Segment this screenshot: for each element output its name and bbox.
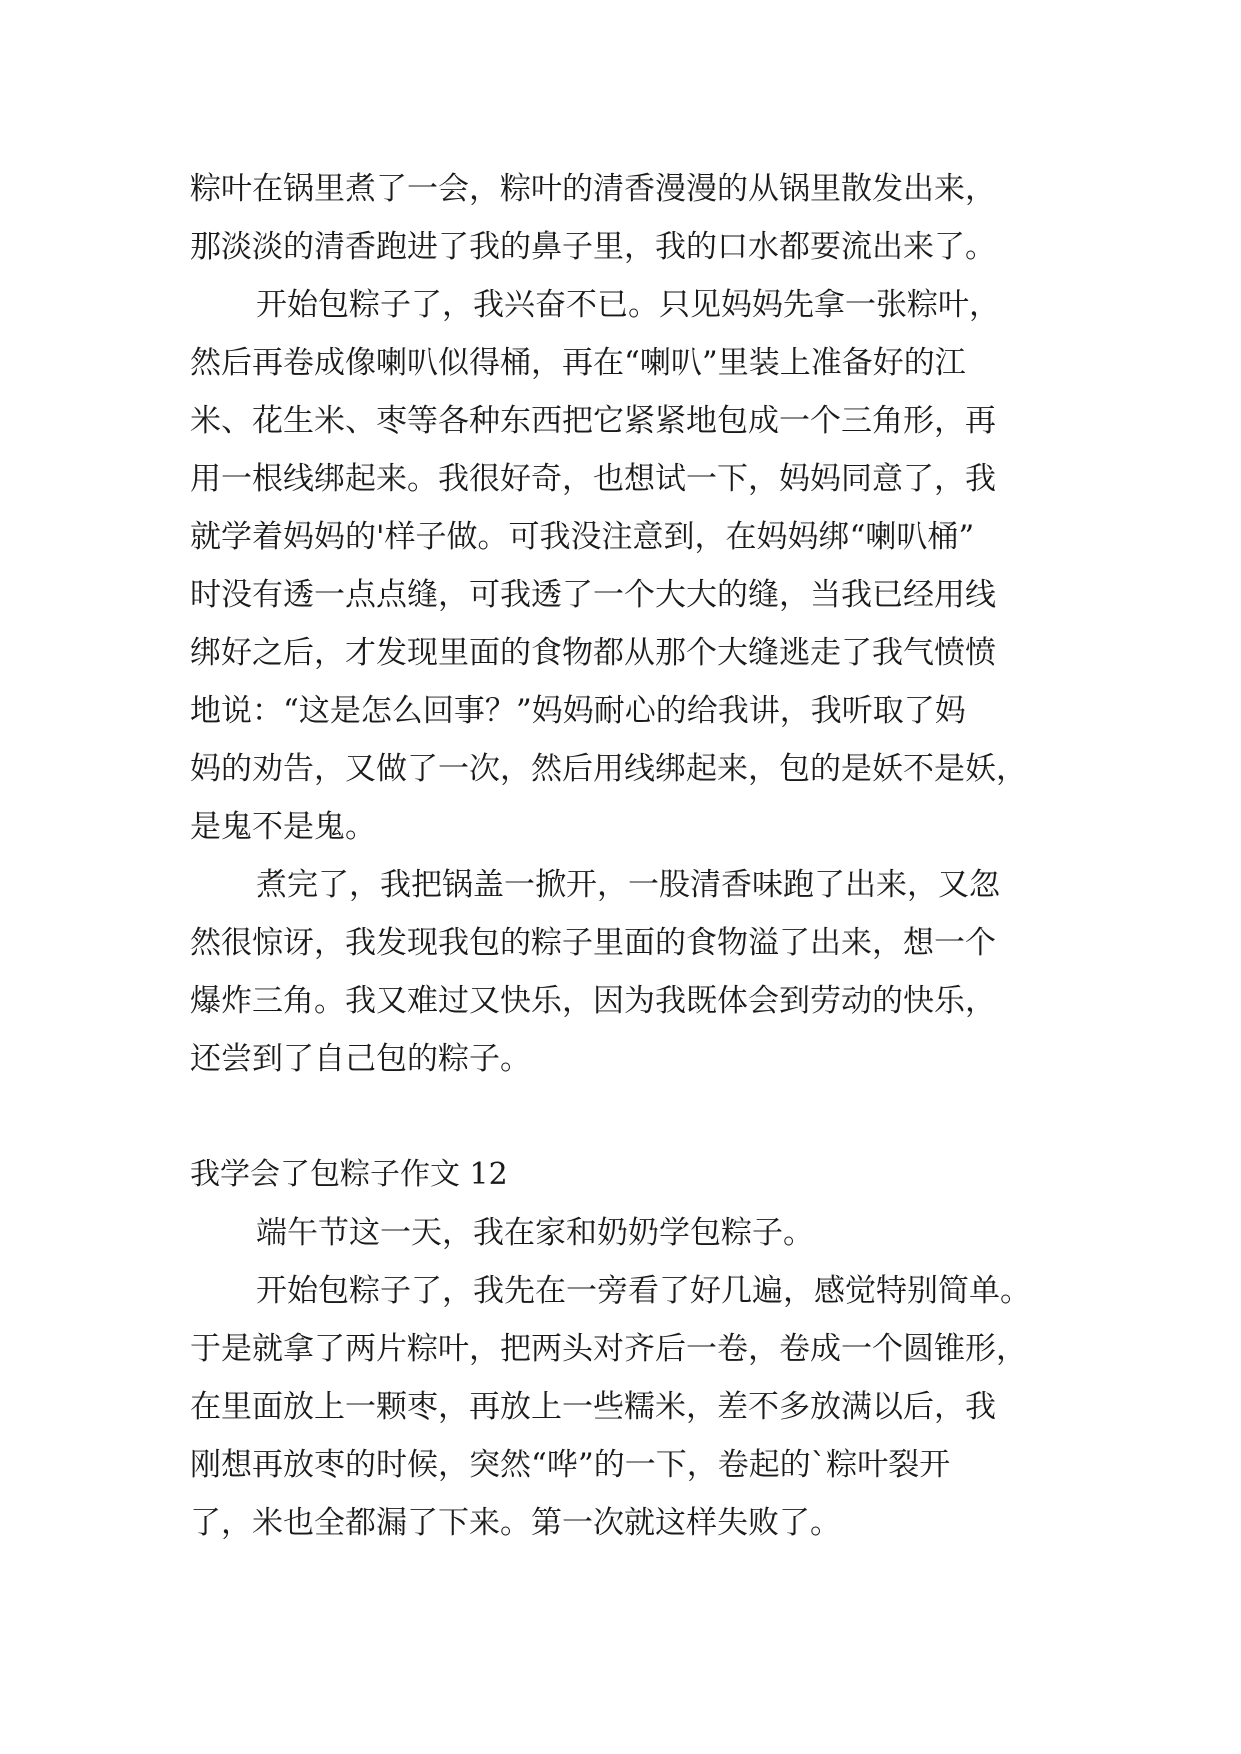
text-line: 还尝到了自己包的粽子。 bbox=[190, 1041, 531, 1077]
paragraph-5 bbox=[190, 1262, 1060, 1552]
paragraph-4 bbox=[190, 1204, 1060, 1262]
text-line: 是鬼不是鬼。 bbox=[190, 809, 376, 845]
text-line: 绑好之后，才发现里面的食物都从那个大缝逃走了我气愤愤 bbox=[190, 635, 996, 671]
text-line: 地说：“这是怎么回事？”妈妈耐心的给我讲，我听取了妈 bbox=[190, 693, 966, 729]
section-spacer bbox=[190, 1088, 1060, 1146]
text-line: 在里面放上一颗枣，再放上一些糯米，差不多放满以后，我 bbox=[190, 1389, 996, 1425]
text-line: 开始包粽子了，我兴奋不已。只见妈妈先拿一张粽叶， bbox=[256, 287, 1000, 323]
text-line: 妈的劝告，又做了一次，然后用线绑起来，包的是妖不是妖， bbox=[190, 751, 1027, 787]
paragraph-1 bbox=[190, 160, 1060, 276]
text-line: 米、花生米、枣等各种东西把它紧紧地包成一个三角形，再 bbox=[190, 403, 996, 439]
text-line: 煮完了，我把锅盖一掀开，一股清香味跑了出来，又忽 bbox=[256, 867, 1000, 903]
text-line: 于是就拿了两片粽叶，把两头对齐后一卷，卷成一个圆锥形， bbox=[190, 1331, 1027, 1367]
text-line: 粽叶在锅里煮了一会，粽叶的清香漫漫的从锅里散发出来， bbox=[190, 171, 996, 207]
text-line: 刚想再放枣的时候，突然“哗”的一下，卷起的`粽叶裂开 bbox=[190, 1447, 951, 1483]
text-line: 端午节这一天，我在家和奶奶学包粽子。 bbox=[256, 1215, 814, 1251]
text-line: 爆炸三角。我又难过又快乐，因为我既体会到劳动的快乐， bbox=[190, 983, 996, 1019]
text-line: 用一根线绑起来。我很好奇，也想试一下，妈妈同意了，我 bbox=[190, 461, 996, 497]
essay-heading: 我学会了包粽子作文 12 bbox=[190, 1157, 508, 1192]
text-line: 了，米也全都漏了下来。第一次就这样失败了。 bbox=[190, 1505, 841, 1541]
text-line: 然很惊讶，我发现我包的粽子里面的食物溢了出来，想一个 bbox=[190, 925, 996, 961]
text-line: 那淡淡的清香跑进了我的鼻子里，我的口水都要流出来了。 bbox=[190, 229, 996, 265]
text-line: 就学着妈妈的'样子做。可我没注意到，在妈妈绑“喇叭桶” bbox=[190, 519, 975, 555]
text-line: 然后再卷成像喇叭似得桶，再在“喇叭”里装上准备好的江 bbox=[190, 345, 966, 381]
paragraph-2 bbox=[190, 276, 1060, 856]
document-page bbox=[190, 160, 1060, 1552]
text-line: 开始包粽子了，我先在一旁看了好几遍，感觉特别简单。 bbox=[256, 1273, 1031, 1309]
text-line: 时没有透一点点缝，可我透了一个大大的缝，当我已经用线 bbox=[190, 577, 996, 613]
paragraph-3 bbox=[190, 856, 1060, 1088]
